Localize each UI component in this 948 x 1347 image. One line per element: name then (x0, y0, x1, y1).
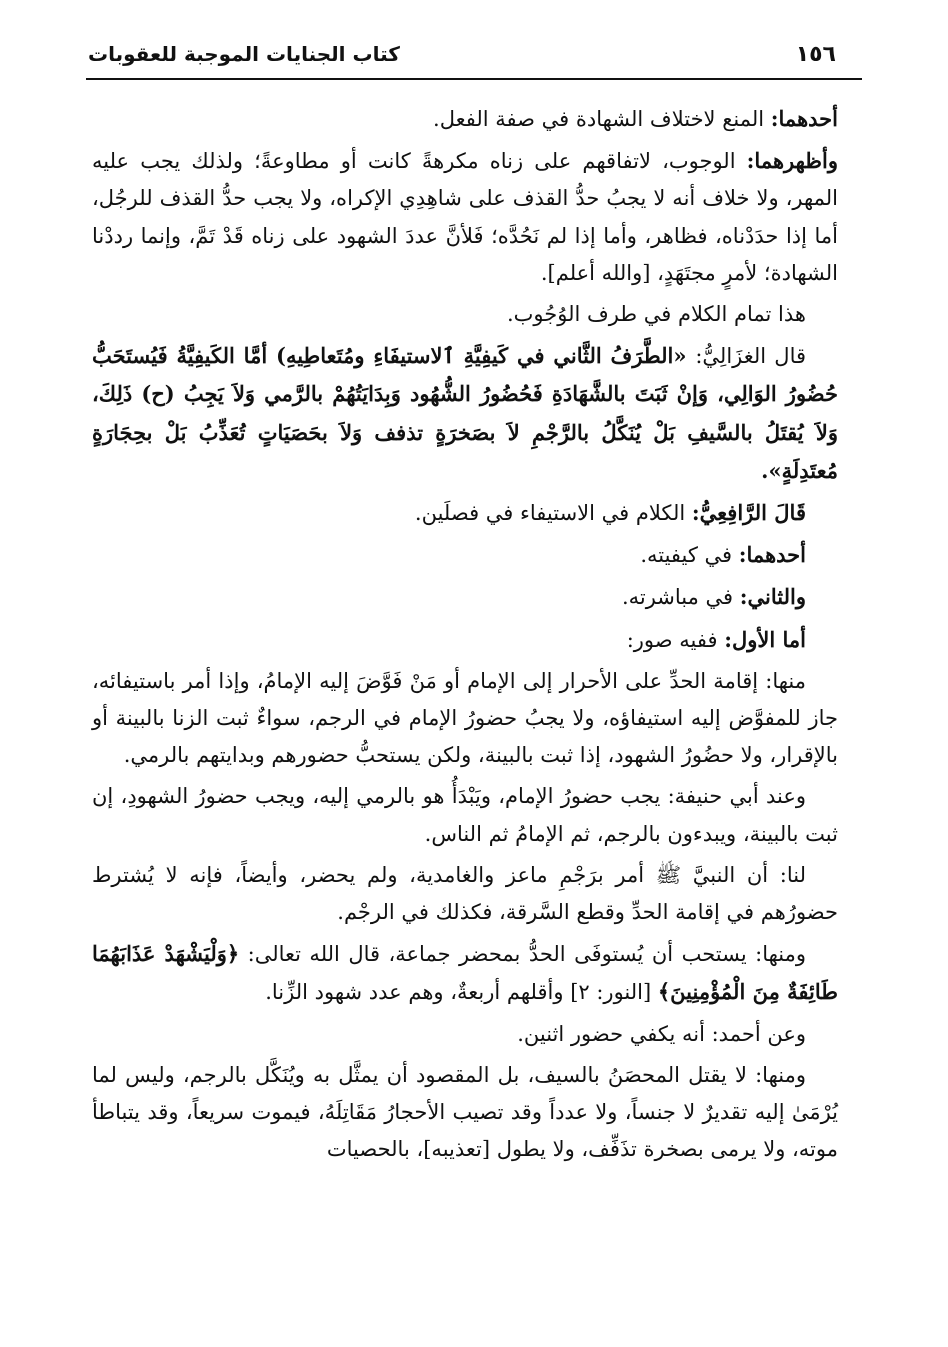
paragraph-first-view (92, 100, 838, 138)
paragraph-abu-hanifa (92, 778, 838, 852)
paragraph-text: المنع لاختلاف الشهادة في صفة الفعل. (433, 107, 771, 131)
page-header (88, 34, 836, 74)
paragraph-text: في مباشرته. (621, 585, 740, 610)
paragraph-text: لنا: أن النبيَّ ﷺ أمر برَجْمِ ماعز والغامدية، ولم يحضر، وأيضاً، فإنه لا يُشترط حضورُهم في إقامة الحدِّ وقطع السَّرقة، فكذلك في الرجْم. (92, 862, 838, 925)
paragraph-text: وعند أبي حنيفة: يجب حضورُ الإمام، ويَبْدَأُ هو بالرمي إليه، ويجب حضورُ الشهودِ، إن ثبت بالبينة، ويبدءون بالرجم، ثم الإمامُ ثم الناس. (92, 784, 838, 846)
paragraph-text-tail: [النور: ٢] وأقلهم أربعةٌ، وهم عدد شهود الزِّنا. (265, 980, 658, 1005)
paragraph-ghazali-quote (92, 337, 838, 490)
paragraph-first-forms (92, 621, 838, 659)
paragraph-witness-group (92, 935, 838, 1011)
paragraph-text: الكلام في الاستيفاء في فصلَين. (414, 501, 692, 526)
page-number: ١٥٦ (795, 41, 836, 67)
paragraph-section-end (92, 296, 838, 333)
quran-verse: ﴿وَلْيَشْهَدْ عَذَابَهُمَا طَائِفَةٌ مِنَ الْمُؤْمِنِينَ﴾ (92, 941, 838, 1005)
paragraph-lead: أحدهما: (770, 106, 838, 131)
paragraph-first-chapter (92, 536, 838, 574)
paragraph-text: منها: إقامة الحدِّ على الأحرار إلى الإمام أو مَنْ فَوَّضَ إليه الإمامُ، وإذا أمر باستيفائه، جاز للمفوَّض إليه استيفاؤه، ولا يجبُ حضورُ الإمام في الرجم، سواءٌ ثبت الزنا بالبينة أو بالإقرار، ولا حضُورُ الشهود، إذا ثبت بالبينة، ولكن يستحبُّ حضورهم وبدايتهم بالرمي. (92, 668, 838, 768)
paragraph-ahmad (92, 1016, 838, 1053)
paragraph-lead: والثاني: (739, 584, 806, 610)
paragraph-lead: أما الأول: (724, 626, 806, 652)
matn-quote: «الطَّرَفُ الثَّاني في كَيفِيَّةِ ٱلاستيفَاءِ ومُتَعاطِيهِ) أمَّا الكَيفِيَّةُ فَيُستَحَبُّ حُضُورُ الوَالِي، وَإنْ ثَبَتَ بالشَّهَادَةِ فَحُضُورُ الشُّهُود وَبِدَايَتُهُمْ بالرَّمي وَلاَ يَجِبُ (ح) ذَلِكَ، وَلاَ يُقتَلُ بالسَّيفِ بَلْ يُنَكَّلُ بالرَّجْمِ لاَ بصَخرَةٍ تذفف وَلاَ بحَصَيَاتٍ تُعَذِّبُ بَلْ بحِجَارَةٍ مُعتَدِلَةٍ». (92, 343, 838, 483)
paragraph-stronger-view (92, 142, 838, 292)
paragraph-text: في كيفيته. (640, 543, 739, 568)
paragraph-second-chapter (92, 578, 838, 616)
paragraph-imam-presence (92, 663, 838, 775)
paragraph-lead: وأظهرهما: (746, 148, 838, 174)
paragraph-text: ففيه صور: (626, 627, 725, 652)
paragraph-rafii (92, 494, 838, 532)
paragraph-evidence (92, 857, 838, 931)
running-title: كتاب الجنايات الموجبة للعقوبات (88, 42, 400, 66)
paragraph-text: وعن أحمد: أنه يكفي حضور اثنين. (517, 1021, 806, 1046)
paragraph-lead: قال الغزَالِيُّ: (695, 344, 807, 369)
paragraph-text: ومنها: لا يقتل المحصَنُ بالسيف، بل المقصود أن يمثَّل به ويُنَكَّل بالرجم، وليس لما يُرْمَىٰ إليه تقديرٌ لا جنساً، ولا عدداً وقد تصيب الأحجارُ مَقَاتِلَهُ، فيموت سريعاً، وقد يتباطأ موته، ولا يرمى بصخرة تذَفِّف، ولا يطول [تعذيبه]، بالحصيات (92, 1062, 838, 1162)
body-text (92, 96, 838, 1168)
paragraph-text: ومنها: يستحب أن يُستوفَى الحدُّ بمحضر جماعة، قال الله تعالى: (239, 942, 806, 967)
paragraph-text: هذا تمام الكلام في طرف الوُجُوب. (506, 302, 806, 327)
paragraph-lead: قَالَ الرَّافِعِيُّ: (691, 500, 806, 526)
paragraph-stoning-method (92, 1057, 838, 1169)
paragraph-text: الوجوب، لاتفاقهم على زناه مكرهةً كانت أو مطاوعةً؛ ولذلك يجب عليه المهر، ولا خلاف أنه لا يجبُ حدُّ القذف على شاهِدِي الإكراه، ولا يجب حدُّ القذف للرجُل، أما إذا حدَدْناه، فظاهر، وأما إذا لم نَحُدَّه؛ فَلأنَّ عددَ الشهود على زناه قَدْ تَمَّ، وإنما رددْنا الشهادة؛ لأمرٍ مجتَهَدٍ، [والله أعلم]. (92, 149, 838, 285)
header-rule (86, 78, 862, 80)
paragraph-lead: أحدهما: (738, 542, 806, 568)
